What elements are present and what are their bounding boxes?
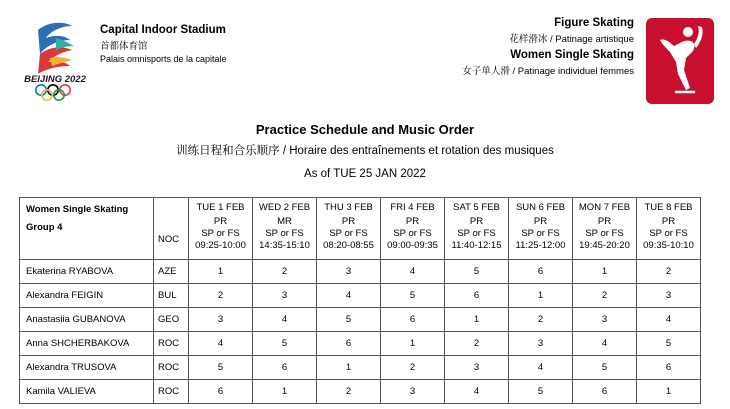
order-cell: 6 (573, 380, 637, 404)
skater-name: Ekaterina RYABOVA (20, 260, 154, 284)
event-name: Women Single Skating (510, 49, 634, 61)
page-subtitle: 训练日程和合乐顺序 / Horaire des entraînements et rotation des musiques (176, 145, 554, 157)
table-row (20, 332, 701, 356)
order-cell: 2 (317, 380, 381, 404)
day-header: SUN 6 FEB PR SP or FS 11:25-12:00 (509, 198, 573, 260)
order-cell: 1 (253, 380, 317, 404)
order-cell: 4 (381, 260, 445, 284)
order-cell: 6 (637, 356, 701, 380)
order-cell: 2 (637, 260, 701, 284)
order-cell: 6 (253, 356, 317, 380)
order-cell: 4 (445, 380, 509, 404)
skater-noc: GEO (154, 308, 189, 332)
skater-noc: ROC (154, 332, 189, 356)
skater-name: Kamila VALIEVA (20, 380, 154, 404)
order-cell: 1 (317, 356, 381, 380)
order-cell: 5 (445, 260, 509, 284)
discipline-name: Figure Skating (554, 17, 634, 29)
table-row (20, 356, 701, 380)
order-cell: 3 (637, 284, 701, 308)
order-cell: 3 (317, 260, 381, 284)
order-cell: 4 (189, 332, 253, 356)
order-cell: 2 (573, 284, 637, 308)
skater-name: Alexandra FEIGIN (20, 284, 154, 308)
skater-name: Anna SHCHERBAKOVA (20, 332, 154, 356)
venue-name-en: Capital Indoor Stadium (100, 24, 226, 36)
venue-block (100, 24, 227, 64)
figure-skater-icon (646, 18, 714, 104)
order-cell: 1 (189, 260, 253, 284)
order-cell: 3 (573, 308, 637, 332)
order-cell: 2 (381, 356, 445, 380)
order-cell: 3 (189, 308, 253, 332)
logo-wordmark: BEIJING 2022 (24, 74, 86, 85)
order-cell: 1 (445, 308, 509, 332)
order-cell: 5 (637, 332, 701, 356)
event-name-translations: 女子单人滑 / Patinage individuel femmes (462, 66, 634, 77)
order-cell: 5 (189, 356, 253, 380)
order-cell: 1 (573, 260, 637, 284)
order-cell: 1 (381, 332, 445, 356)
order-cell: 6 (445, 284, 509, 308)
order-cell: 5 (509, 380, 573, 404)
order-cell: 2 (509, 308, 573, 332)
noc-header: NOC (154, 198, 189, 260)
discipline-name-translations: 花样滑冰 / Patinage artistique (509, 34, 634, 45)
page-title: Practice Schedule and Music Order (255, 122, 475, 137)
table-header-row (20, 198, 701, 260)
order-cell: 6 (381, 308, 445, 332)
table-event-name: Women Single Skating (26, 204, 129, 215)
skater-name: Alexandra TRUSOVA (20, 356, 154, 380)
order-cell: 1 (509, 284, 573, 308)
order-cell: 4 (317, 284, 381, 308)
day-header: MON 7 FEB PR SP or FS 19:45-20:20 (573, 198, 637, 260)
table-row (20, 380, 701, 404)
day-header: FRI 4 FEB PR SP or FS 09:00-09:35 (381, 198, 445, 260)
skater-noc: BUL (154, 284, 189, 308)
skater-name: Anastasiia GUBANOVA (20, 308, 154, 332)
venue-name-fr: Palais omnisports de la capitale (100, 54, 227, 64)
order-cell: 4 (637, 308, 701, 332)
discipline-block (462, 17, 634, 77)
day-header: TUE 1 FEB PR SP or FS 09:25-10:00 (189, 198, 253, 260)
day-header: THU 3 FEB PR SP or FS 08:20-08:55 (317, 198, 381, 260)
as-of-date: As of TUE 25 JAN 2022 (304, 168, 426, 180)
practice-schedule-table (19, 197, 701, 404)
order-cell: 3 (445, 356, 509, 380)
day-header: SAT 5 FEB PR SP or FS 11:40-12:15 (445, 198, 509, 260)
order-cell: 5 (381, 284, 445, 308)
order-cell: 3 (253, 284, 317, 308)
order-cell: 5 (573, 356, 637, 380)
order-cell: 5 (253, 332, 317, 356)
order-cell: 2 (445, 332, 509, 356)
beijing-2022-logo (20, 16, 90, 102)
order-cell: 6 (317, 332, 381, 356)
venue-name-zh: 首都体育馆 (100, 41, 148, 52)
order-cell: 6 (189, 380, 253, 404)
order-cell: 3 (509, 332, 573, 356)
order-cell: 5 (317, 308, 381, 332)
order-cell: 2 (189, 284, 253, 308)
order-cell: 6 (509, 260, 573, 284)
order-cell: 1 (637, 380, 701, 404)
order-cell: 4 (509, 356, 573, 380)
olympic-rings-icon (36, 85, 70, 100)
order-cell: 3 (381, 380, 445, 404)
event-group-header (20, 198, 154, 260)
figure-skating-pictogram (646, 18, 714, 104)
title-block (0, 122, 730, 180)
order-cell: 4 (253, 308, 317, 332)
table-row (20, 260, 701, 284)
skater-noc: ROC (154, 356, 189, 380)
day-header: WED 2 FEB MR SP or FS 14:35-15:10 (253, 198, 317, 260)
skater-noc: AZE (154, 260, 189, 284)
order-cell: 4 (573, 332, 637, 356)
skater-noc: ROC (154, 380, 189, 404)
day-header: TUE 8 FEB PR SP or FS 09:35-10:10 (637, 198, 701, 260)
order-cell: 2 (253, 260, 317, 284)
table-row (20, 284, 701, 308)
table-row (20, 308, 701, 332)
table-group-name: Group 4 (26, 222, 63, 233)
